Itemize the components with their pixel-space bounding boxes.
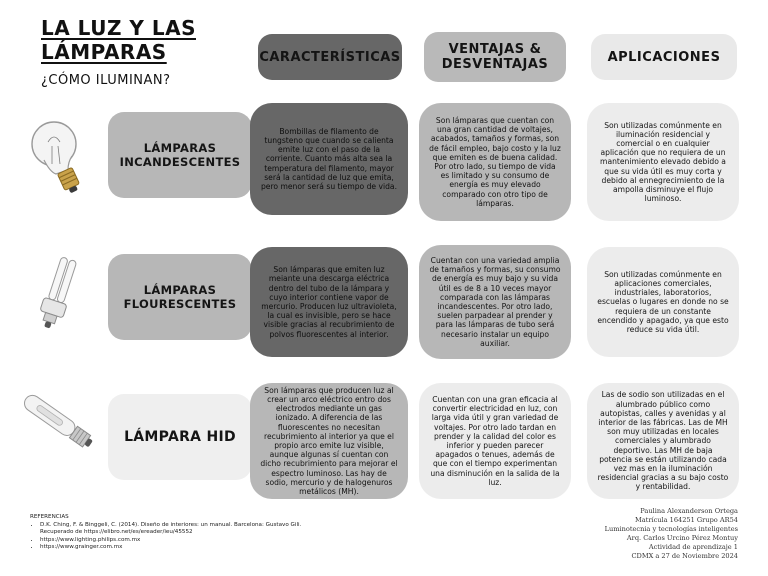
lamp-label-flourescentes: LÁMPARAS FLOURESCENTES xyxy=(108,254,252,340)
references-list xyxy=(30,522,330,552)
reference-link[interactable]: • https://www.grainger.com.mx xyxy=(40,544,330,552)
incandescent-bulb-icon xyxy=(28,112,92,200)
author-info xyxy=(605,507,738,560)
cell-flourescentes-ventajas: Cuentan con una variedad amplia de tamaños y formas, su consumo de energía es muy bajo y su vida útil es de 8 a 10 veces mayor comparada con las lámparas incandescentes. Por otro lado, suelen parpadear al prender y para las lámparas de tubo será necesario instalar un equipo auxiliar. xyxy=(419,245,571,359)
author-course: Luminotecnia y tecnologías inteligentes xyxy=(604,524,738,533)
title-line-1: LA LUZ Y LAS xyxy=(41,16,196,40)
cell-incandescentes-aplicaciones: Son utilizadas comúnmente en iluminación residencial y comercial o en cualquier aplicación que no requiera de un mantenimiento elevado debido a que su vida útil es muy corta y debido al ennegrecimiento de la ampolla disminuye el flujo luminoso. xyxy=(587,103,739,221)
references-heading: REFERENCIAS xyxy=(30,514,69,520)
author-date: CDMX a 27 de Noviembre 2024 xyxy=(631,551,738,560)
lamp-label-incandescentes: LÁMPARAS INCANDESCENTES xyxy=(108,112,252,198)
hid-lamp-icon xyxy=(22,380,100,468)
cell-incandescentes-caracteristicas: Bombillas de filamento de tungsteno que cuando se calienta emite luz con el paso de la corriente. Cuanto más alta sea la temperatura del filamento, mayor será la cantidad de luz que emita, pero menor será su tiempo de vida. xyxy=(250,103,408,215)
fluorescent-lamp-icon xyxy=(32,254,88,338)
reference-link[interactable]: • https://www.lighting.philips.com.mx xyxy=(40,537,330,545)
cell-hid-ventajas: Cuentan con una gran eficacia al convertir electricidad en luz, con larga vida útil y gran variedad de voltajes. Por otro lado tardan en prender y la calidad del color es inferior y pueden parecer apagados o tenues, además de que con el tiempo experimentan una disminución en la salida de la luz. xyxy=(419,383,571,499)
author-activity: Actividad de aprendizaje 1 xyxy=(648,542,738,551)
author-matricula: Matrícula 164251 Grupo AR54 xyxy=(634,515,738,524)
title-line-2: LÁMPARAS xyxy=(41,40,167,64)
cell-flourescentes-caracteristicas: Son lámparas que emiten luz meiante una descarga eléctrica dentro del tubo de la lámpara y cuyo interior contiene vapor de mercurio. Producen luz ultravioleta, la cual es invisible, pero se hace visible gracias al recubrimiento de polvos fluorescentes al interior. xyxy=(250,247,408,357)
lamp-label-hid: LÁMPARA HID xyxy=(108,394,252,480)
cell-hid-caracteristicas: Son lámparas que producen luz al crear un arco eléctrico entro dos electrodos mediante un gas ionizado. A diferencia de las fluorescentes no necesitan recubrimiento al interior ya que el propio arco emite luz visible, aunque algunas sí cuentan con dicho recubrimiento para mejorar el espectro luminoso. Las hay de sodio, mercurio y de halogenuros metálicos (MH). xyxy=(250,383,408,499)
page-subtitle: ¿CÓMO ILUMINAN? xyxy=(41,73,171,88)
cell-flourescentes-aplicaciones: Son utilizadas comúnmente en aplicaciones comerciales, industriales, laboratorios, escuelas o lugares en donde no se requiera de un constante encendido y apagado, ya que esto reduce su vida útil. xyxy=(587,247,739,357)
page-title xyxy=(41,16,196,64)
header-aplicaciones: APLICACIONES xyxy=(591,34,737,80)
references xyxy=(30,514,330,552)
author-name: Paulina Alexanderson Ortega xyxy=(640,507,738,515)
header-caracteristicas: CARACTERÍSTICAS xyxy=(258,34,402,80)
cell-incandescentes-ventajas: Son lámparas que cuentan con una gran cantidad de voltajes, acabados, tamaños y formas, son de fácil empleo, bajo costo y la luz que emiten es de buena calidad. Por otro lado, su tiempo de vida es limitado y su consumo de energía es muy elevado comparado con otro tipo de lámparas. xyxy=(419,103,571,221)
cell-hid-aplicaciones: Las de sodio son utilizadas en el alumbrado público como autopistas, calles y avenidas y al interior de las fábricas. Las de MH son muy utilizadas en locales comerciales y alumbrado deportivo. Las MH de baja potencia se están utilizando cada vez mas en la iluminación residencial gracias a su bajo costo y rentabilidad. xyxy=(587,383,739,499)
header-ventajas: VENTAJAS & DESVENTAJAS xyxy=(424,32,566,82)
author-teacher: Arq. Carlos Urcino Pérez Montuy xyxy=(626,533,738,542)
reference-item: • D.K. Ching, F. & Binggeli, C. (2014). Diseño de interiores: un manual. Barcelona: Gustavo Gili. Recuperado de https://elibro.net/es/ereader/ieu/45552 xyxy=(40,522,330,537)
